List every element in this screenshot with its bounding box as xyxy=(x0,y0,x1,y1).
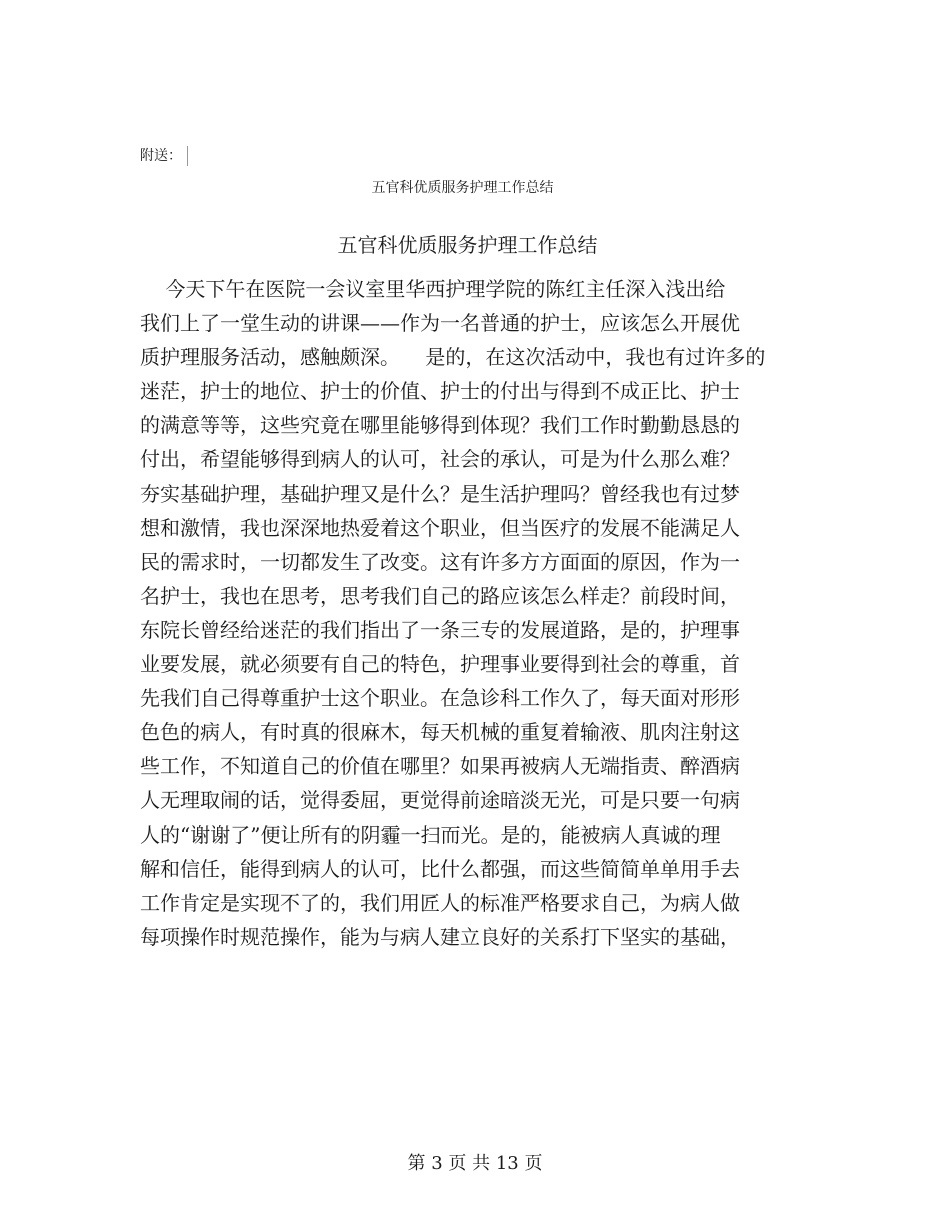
body-line: 夯实基础护理，基础护理又是什么？是生活护理吗？曾经我也有过梦 xyxy=(140,481,740,506)
appendix-label: 附送： xyxy=(140,148,182,164)
body-line: 工作肯定是实现不了的，我们用匠人的标准严格要求自己，为病人做 xyxy=(140,890,740,915)
document-title: 五官科优质服务护理工作总结 xyxy=(337,233,598,257)
text-cursor-mark xyxy=(187,146,188,166)
body-line: 东院长曾经给迷茫的我们指出了一条三专的发展道路，是的，护理事 xyxy=(140,617,740,642)
body-line: 先我们自己得尊重护士这个职业。在急诊科工作久了，每天面对形形 xyxy=(140,686,740,711)
body-line: 业要发展，就必须要有自己的特色，护理事业要得到社会的尊重，首 xyxy=(140,652,740,677)
body-line: 质护理服务活动，感触颇深。 是的，在这次活动中，我也有过许多的 xyxy=(140,345,766,370)
body-line: 想和激情，我也深深地热爱着这个职业，但当医疗的发展不能满足人 xyxy=(140,515,740,540)
body-line: 些工作，不知道自己的价值在哪里？如果再被病人无端指责、醉酒病 xyxy=(140,754,740,779)
body-line: 色色的病人，有时真的很麻木，每天机械的重复着输液、肌肉注射这 xyxy=(140,720,740,745)
small-title: 五官科优质服务护理工作总结 xyxy=(371,180,554,196)
body-line: 迷茫，护士的地位、护士的价值、护士的付出与得到不成正比、护士 xyxy=(140,379,740,404)
body-line: 今天下午在医院一会议室里华西护理学院的陈红主任深入浅出给 xyxy=(140,277,726,301)
body-line: 人的“谢谢了”便让所有的阴霾一扫而光。是的，能被病人真诚的理 xyxy=(140,822,721,847)
body-text xyxy=(140,272,790,954)
body-line: 的满意等等，这些究竟在哪里能够得到体现？我们工作时勤勤恳恳的 xyxy=(140,413,740,438)
body-line: 解和信任，能得到病人的认可，比什么都强，而这些简简单单用手去 xyxy=(140,856,740,881)
body-line: 名护士，我也在思考，思考我们自己的路应该怎么样走？前段时间， xyxy=(140,583,740,608)
body-line: 我们上了一堂生动的讲课——作为一名普通的护士，应该怎么开展优 xyxy=(140,311,740,336)
body-line: 人无理取闹的话，觉得委屈，更觉得前途暗淡无光，可是只要一句病 xyxy=(140,788,740,813)
body-line: 付出，希望能够得到病人的认可，社会的承认，可是为什么那么难？ xyxy=(140,447,740,472)
body-line: 每项操作时规范操作，能为与病人建立良好的关系打下坚实的基础， xyxy=(140,924,740,949)
page-number-footer: 第 3 页 共 13 页 xyxy=(407,1153,543,1174)
body-line: 民的需求时，一切都发生了改变。这有许多方方面面的原因，作为一 xyxy=(140,549,740,574)
